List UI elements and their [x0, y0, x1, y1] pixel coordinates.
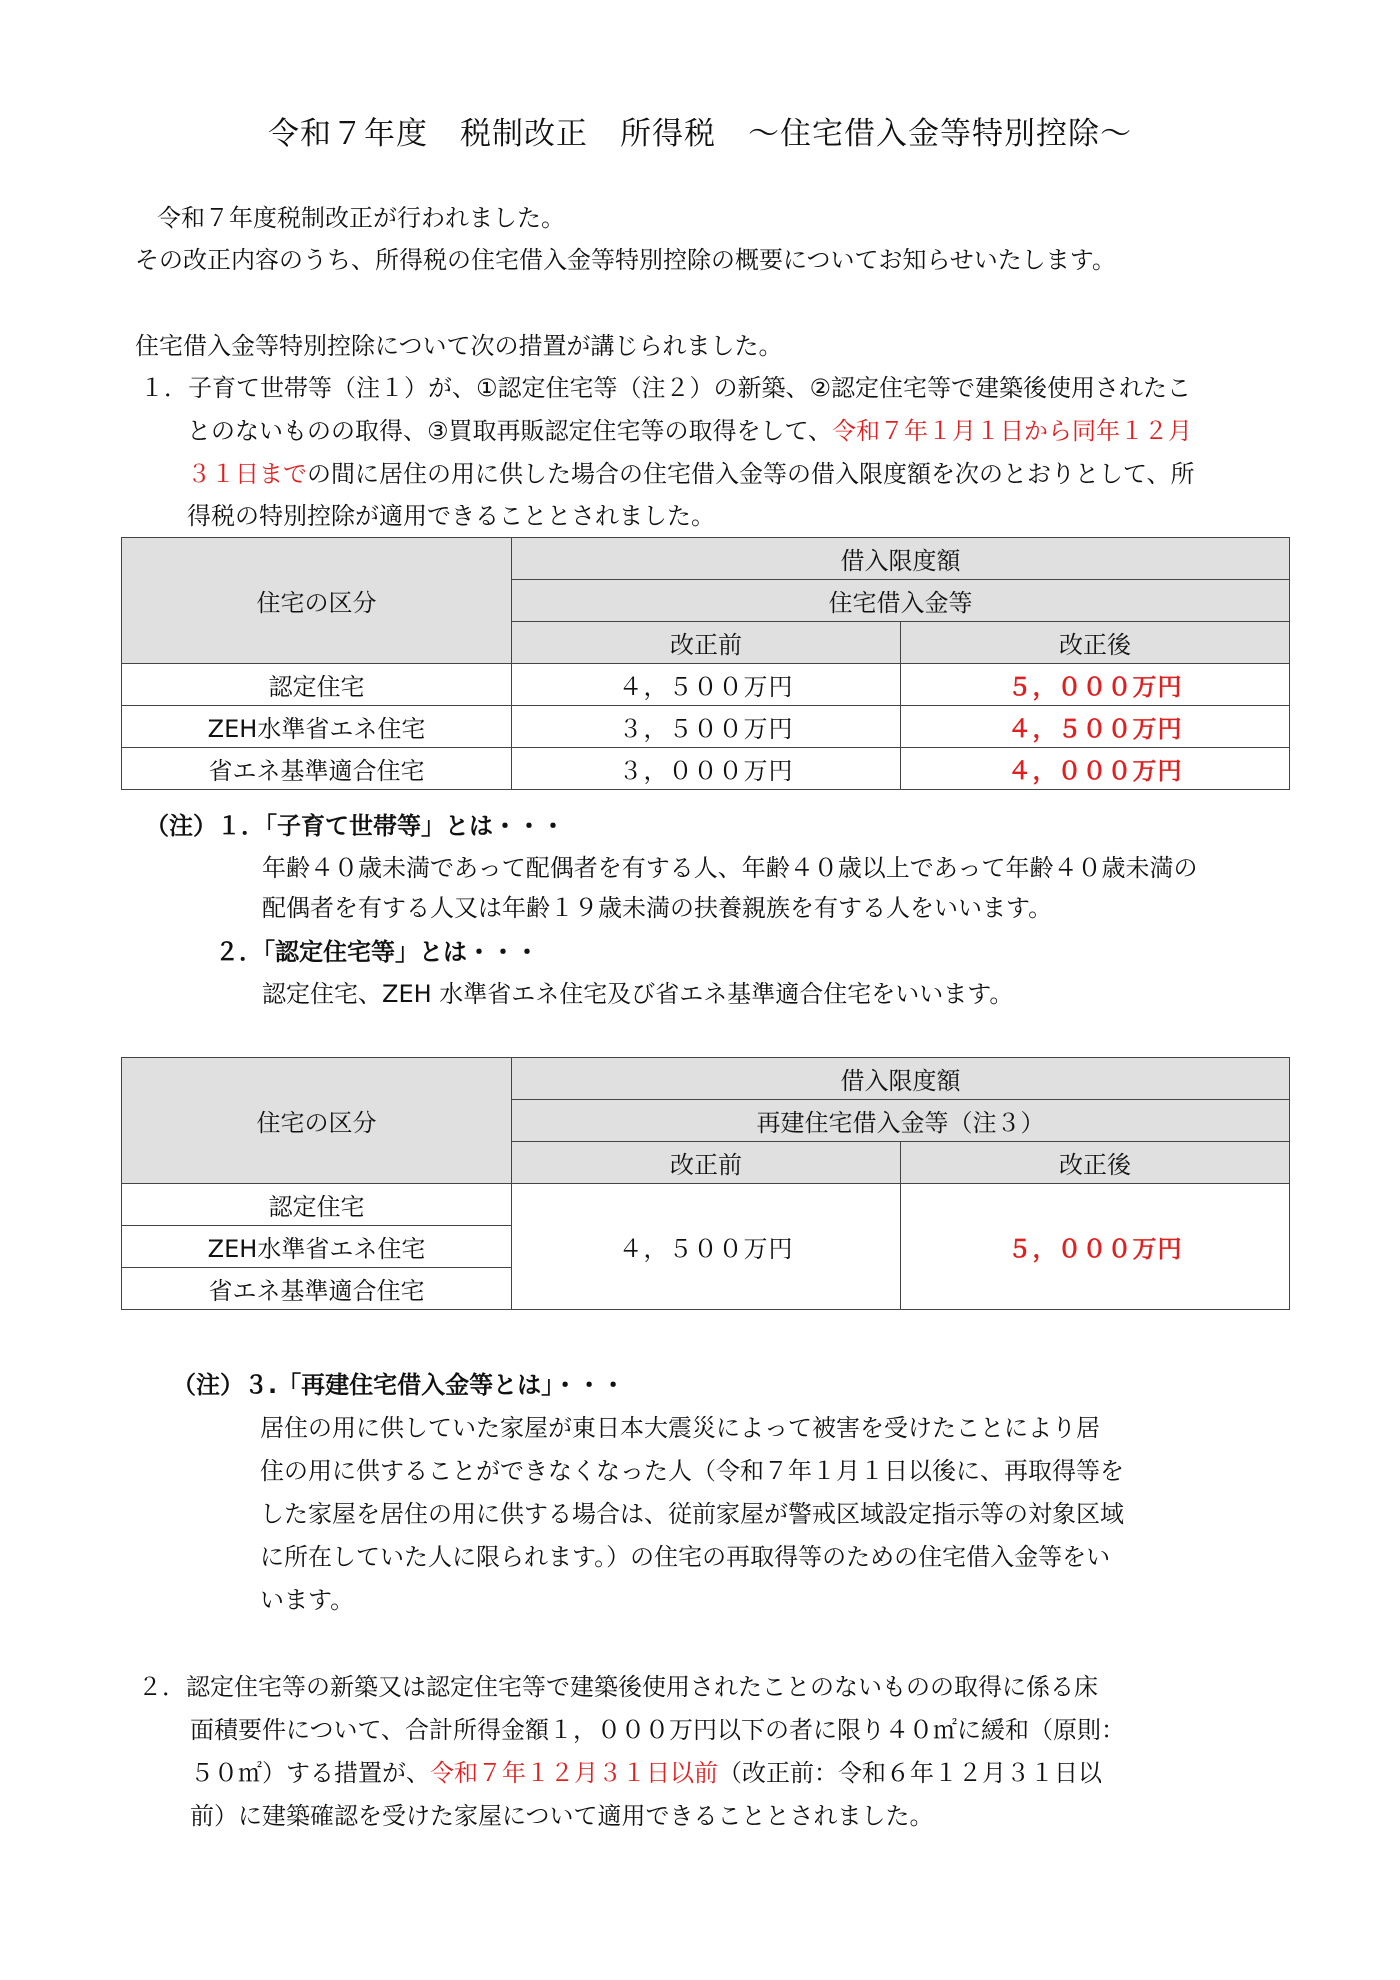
loan-limit-table-2: [121, 1057, 1290, 1310]
table1-row1-before: ４，５００万円: [512, 664, 901, 706]
note3-line-3: した家屋を居住の用に供する場合は、従前家屋が警戒区域設定指示等の対象区域: [260, 1500, 1124, 1528]
item1-period-end-highlight: ３１日まで: [187, 460, 307, 488]
table1-header-house-type: 住宅の区分: [122, 538, 512, 664]
item1-line-2: [187, 415, 1192, 447]
table2-header-house-type: 住宅の区分: [122, 1058, 512, 1184]
loan-limit-table-1: [121, 537, 1290, 790]
table2-header-loan: 再建住宅借入金等（注３）: [512, 1100, 1290, 1142]
intro-line-2: その改正内容のうち、所得税の住宅借入金等特別控除の概要についてお知らせいたします。: [135, 246, 1116, 274]
note1-line-2: 配偶者を有する人又は年齢１９歳未満の扶養親族を有する人をいいます。: [262, 894, 1053, 922]
item1-line-1: １．子育て世帯等（注１）が、①認定住宅等（注２）の新築、②認定住宅等で建築後使用されたこ: [140, 374, 1192, 402]
table2-header-limit: 借入限度額: [512, 1058, 1290, 1100]
item2-line-2: 面積要件について、合計所得金額１，０００万円以下の者に限り４０㎡に緩和（原則：: [190, 1716, 1126, 1744]
table1-header-before: 改正前: [512, 622, 901, 664]
table1-header-limit: 借入限度額: [512, 538, 1290, 580]
item1-line-4: 得税の特別控除が適用できることとされました。: [187, 502, 715, 530]
table1-header-after: 改正後: [901, 622, 1290, 664]
table1-row2-type: ZEH水準省エネ住宅: [122, 706, 512, 748]
item2-line-3: [190, 1757, 1102, 1789]
item2-line-3-text-c: （改正前：令和６年１２月３１日以: [718, 1759, 1102, 1787]
table1-row1-after: ５，０００万円: [901, 664, 1290, 706]
note3-line-1: 居住の用に供していた家屋が東日本大震災によって被害を受けたことにより居: [260, 1414, 1100, 1442]
table2-after-value: ５，０００万円: [901, 1184, 1290, 1310]
table1-row2-after: ４，５００万円: [901, 706, 1290, 748]
item1-line-3: [187, 458, 1195, 490]
intro-line-1: 令和７年度税制改正が行われました。: [157, 204, 565, 232]
item2-deadline-highlight: 令和７年１２月３１日以前: [430, 1759, 718, 1787]
page-title: 令和７年度 税制改正 所得税 ～住宅借入金等特別控除～: [268, 116, 1132, 152]
item1-line-2-text: とのないものの取得、③買取再販認定住宅等の取得をして、: [187, 417, 833, 445]
table2-header-after: 改正後: [901, 1142, 1290, 1184]
table2-type-3: 省エネ基準適合住宅: [122, 1268, 512, 1310]
item1-line-3-text: の間に居住の用に供した場合の住宅借入金等の借入限度額を次のとおりとして、所: [307, 460, 1195, 488]
table1-row2-before: ３，５００万円: [512, 706, 901, 748]
table2-before-value: ４，５００万円: [512, 1184, 901, 1310]
note1-line-1: 年齢４０歳未満であって配偶者を有する人、年齢４０歳以上であって年齢４０歳未満の: [262, 854, 1198, 882]
table1-header-loan: 住宅借入金等: [512, 580, 1290, 622]
table2-type-2: ZEH水準省エネ住宅: [122, 1226, 512, 1268]
table1-row3-after: ４，０００万円: [901, 748, 1290, 790]
measures-intro: 住宅借入金等特別控除について次の措置が講じられました。: [135, 332, 783, 360]
table-row: [122, 706, 1290, 748]
note3-line-5: います。: [260, 1586, 355, 1614]
note1-heading: （注）１．「子育て世帯等」とは・・・: [145, 812, 565, 840]
table-row: [122, 1184, 1290, 1226]
table1-row1-type: 認定住宅: [122, 664, 512, 706]
table2-header-before: 改正前: [512, 1142, 901, 1184]
item1-period-start-highlight: 令和７年１月１日から同年１２月: [832, 417, 1193, 445]
table-row: [122, 748, 1290, 790]
note2-heading: ２．「認定住宅等」とは・・・: [215, 938, 539, 966]
item2-line-4: 前）に建築確認を受けた家屋について適用できることとされました。: [190, 1802, 934, 1830]
note2-line-1: 認定住宅、ZEH 水準省エネ住宅及び省エネ基準適合住宅をいいます。: [262, 980, 1014, 1008]
item2-line-1: ２．認定住宅等の新築又は認定住宅等で建築後使用されたことのないものの取得に係る床: [138, 1673, 1098, 1701]
table2-type-1: 認定住宅: [122, 1184, 512, 1226]
note3-heading: （注）３.「再建住宅借入金等とは」・・・: [172, 1371, 626, 1399]
note3-line-2: 住の用に供することができなくなった人（令和７年１月１日以後に、再取得等を: [260, 1457, 1124, 1485]
table-row: [122, 664, 1290, 706]
table1-row3-type: 省エネ基準適合住宅: [122, 748, 512, 790]
item2-line-3-text-a: ５０㎡）する措置が、: [190, 1759, 430, 1787]
table1-row3-before: ３，０００万円: [512, 748, 901, 790]
note3-line-4: に所在していた人に限られます。）の住宅の再取得等のための住宅借入金等をい: [260, 1543, 1111, 1571]
